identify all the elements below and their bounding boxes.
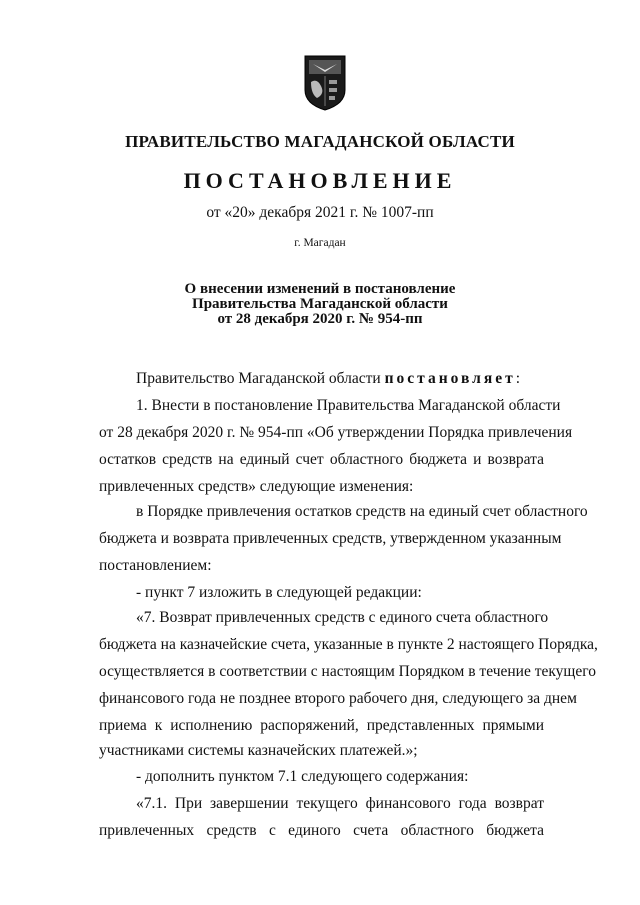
intro-keyword: постановляет xyxy=(384,370,516,387)
body-line: бюджета и возврата привлеченных средств, утвержденном указанным xyxy=(99,530,562,547)
organization-title: ПРАВИТЕЛЬСТВО МАГАДАНСКОЙ ОБЛАСТИ xyxy=(125,132,515,151)
subject-line: Правительства Магаданской области xyxy=(192,296,448,312)
intro-prefix: Правительство Магаданской области xyxy=(136,370,385,387)
body-line: - дополнить пунктом 7.1 следующего содержания: xyxy=(136,768,469,785)
subject-line: О внесении изменений в постановление xyxy=(184,281,456,297)
subject-line: от 28 декабря 2020 г. № 954-пп xyxy=(217,311,423,327)
body-line: 1. Внести в постановление Правительства Магаданской области xyxy=(136,397,561,414)
body-line: участниками системы казначейских платежей.»; xyxy=(99,742,418,759)
document-subject xyxy=(0,282,640,327)
document-type: ПОСТАНОВЛЕНИЕ xyxy=(183,168,457,193)
body-line: привлеченных средств с единого счета областного бюджета xyxy=(99,822,544,839)
body-line: «7. Возврат привлеченных средств с единого счета областного xyxy=(136,609,549,626)
intro-line xyxy=(136,370,544,388)
body-line: финансового года не позднее второго рабочего дня, следующего за днем xyxy=(99,690,577,707)
document-city: г. Магадан xyxy=(294,237,346,249)
body-line: осуществляется в соответствии с настоящим Порядком в течение текущего xyxy=(99,663,596,680)
coat-of-arms-emblem xyxy=(303,52,347,112)
body-line: приема к исполнению распоряжений, представленных прямыми xyxy=(99,717,544,734)
body-line: бюджета на казначейские счета, указанные в пункте 2 настоящего Порядка, xyxy=(99,636,598,653)
body-line: остатков средств на единый счет областного бюджета и возврата xyxy=(99,451,544,468)
body-line: привлеченных средств» следующие изменения: xyxy=(99,478,414,495)
body-line: от 28 декабря 2020 г. № 954-пп «Об утверждении Порядка привлечения xyxy=(99,424,573,441)
intro-suffix: : xyxy=(515,370,521,387)
body-line: «7.1. При завершении текущего финансового года возврат xyxy=(136,795,544,812)
body-line: в Порядке привлечения остатков средств на единый счет областного xyxy=(136,503,588,520)
body-line: - пункт 7 изложить в следующей редакции: xyxy=(136,584,422,601)
body-line: постановлением: xyxy=(99,557,212,574)
document-number-date: от «20» декабря 2021 г. № 1007-пп xyxy=(206,204,434,221)
